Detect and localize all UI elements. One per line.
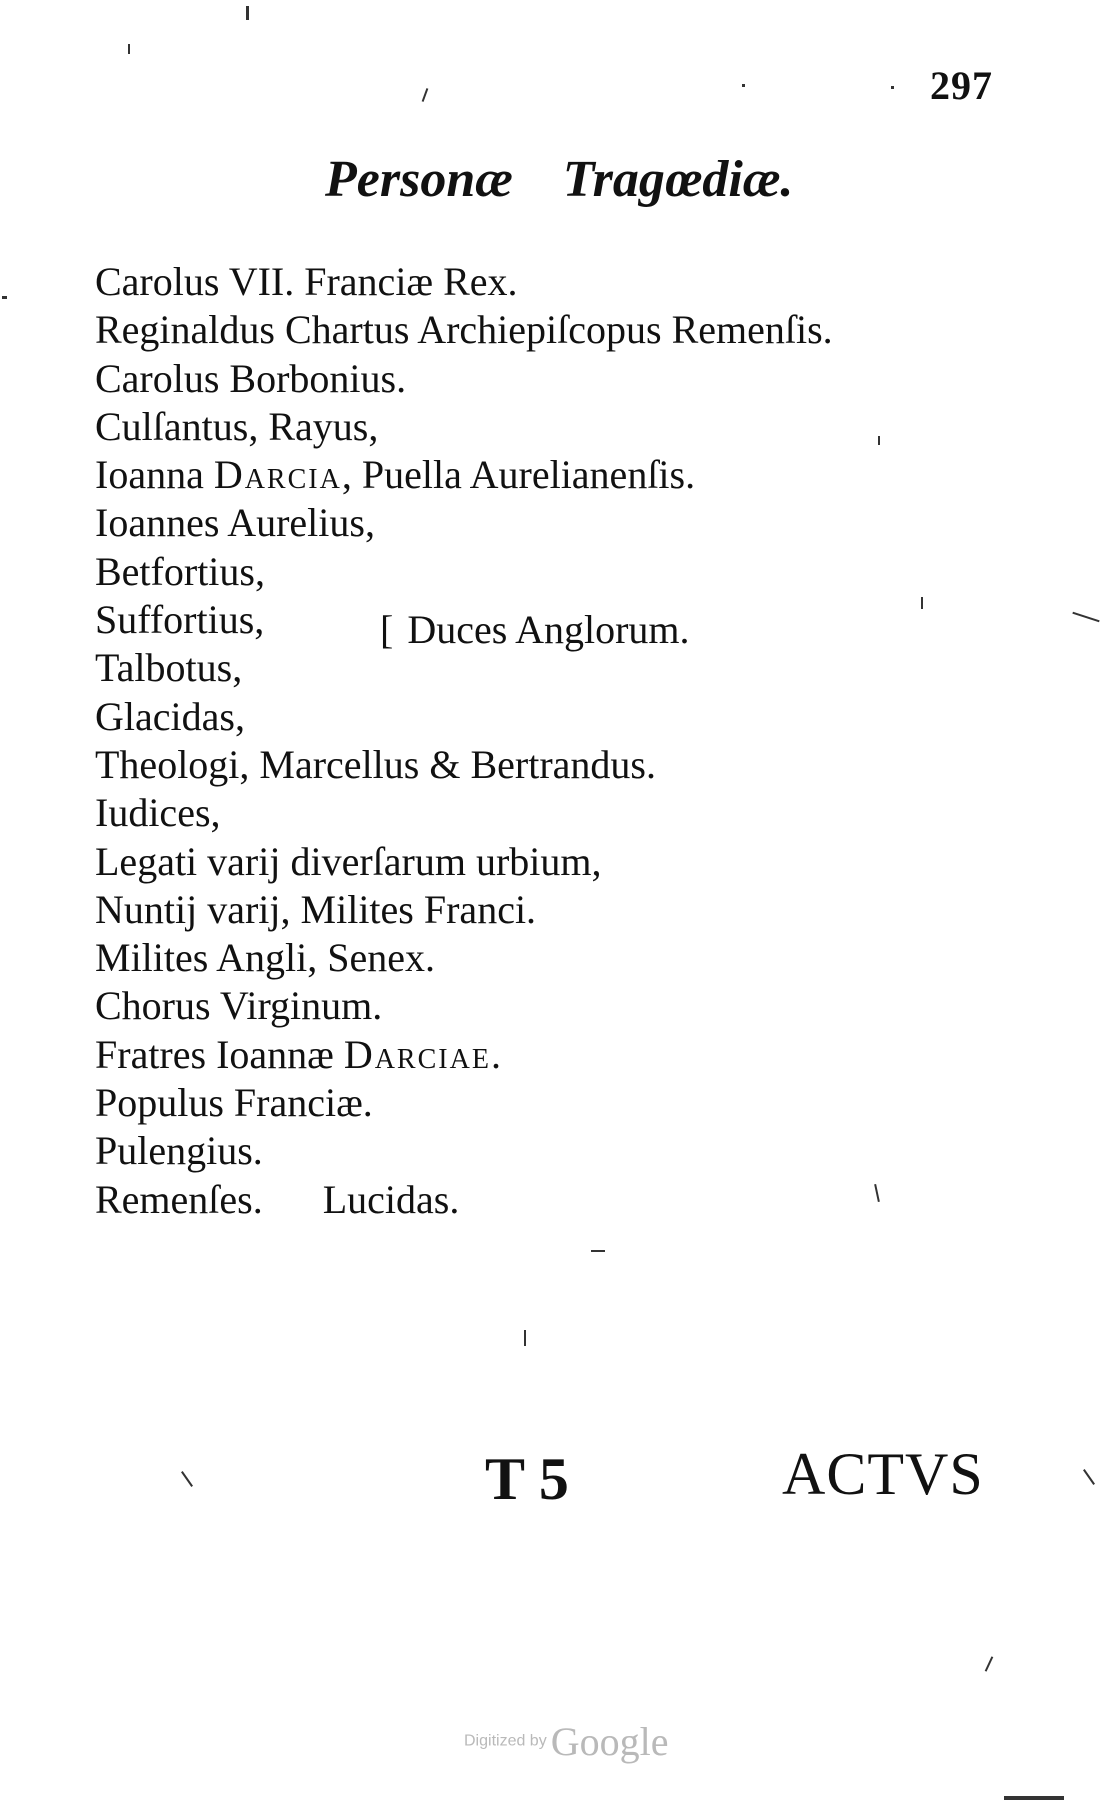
paper-speck (422, 88, 429, 102)
paper-speck (128, 44, 130, 54)
list-item: Glacidas, (95, 693, 245, 739)
duces-anglorum-text: Duces Anglorum. (407, 607, 690, 652)
paper-speck (921, 597, 923, 609)
list-item: Reginaldus Chartus Archiepiſcopus Remenſis. (95, 307, 833, 353)
list-item: Pulengius. (95, 1128, 263, 1174)
heading-word-personae: Personæ (325, 151, 513, 208)
digitized-watermark (464, 1718, 668, 1765)
paper-speck (1083, 1469, 1095, 1485)
paper-speck (742, 84, 745, 87)
google-logo: Google (550, 1719, 669, 1764)
paper-speck (985, 1656, 994, 1671)
digitized-prefix: Digitized by (464, 1732, 547, 1750)
list-item: Carolus VII. Franciæ Rex. (95, 259, 518, 304)
list-item: Milites Angli, Senex. (95, 935, 435, 981)
page-number: 297 (930, 63, 993, 108)
list-item: Chorus Virginum. (95, 983, 383, 1029)
list-item: Ioannes Aurelius, (95, 500, 375, 546)
list-item: Ioanna Darcia, Puella Aurelianenſis. (95, 452, 696, 498)
list-item: Legati varij diverſarum urbium, (95, 838, 602, 884)
list-item: Populus Franciæ. (95, 1080, 373, 1126)
bracket-mark: [ (380, 607, 394, 652)
paper-speck (878, 436, 880, 445)
list-item: Fratres Ioannæ Darciae. (95, 1031, 501, 1077)
paper-speck (1004, 1796, 1064, 1800)
page-heading (325, 150, 793, 209)
list-item: Talbotus, (95, 645, 243, 691)
paper-speck (591, 1250, 605, 1252)
list-item: Iudices, (95, 790, 221, 836)
list-item: Culſantus, Rayus, (95, 403, 379, 449)
list-item: Nuntij varij, Milites Franci. (95, 886, 537, 932)
heading-word-tragoediae: Tragœdiæ. (562, 151, 794, 208)
signature-mark: T 5 (485, 1446, 569, 1512)
paper-speck (524, 1330, 526, 1346)
list-item: Remenſes. Lucidas. (95, 1176, 460, 1222)
dramatis-personae-list (95, 258, 833, 1224)
list-item: Theologi, Marcellus & Bertrandus. (95, 741, 656, 787)
paper-speck (2, 296, 7, 299)
paper-speck (874, 1184, 880, 1202)
paper-speck (181, 1471, 193, 1487)
list-item: Betfortius, (95, 548, 265, 594)
paper-speck (1072, 612, 1099, 623)
paper-speck (891, 86, 894, 89)
list-item: Suffortius, (95, 597, 265, 643)
list-item: Carolus Borbonius. (95, 355, 407, 401)
catchword: ACTVS (782, 1441, 984, 1507)
paper-speck (246, 6, 249, 20)
duces-anglorum-label (380, 606, 690, 653)
